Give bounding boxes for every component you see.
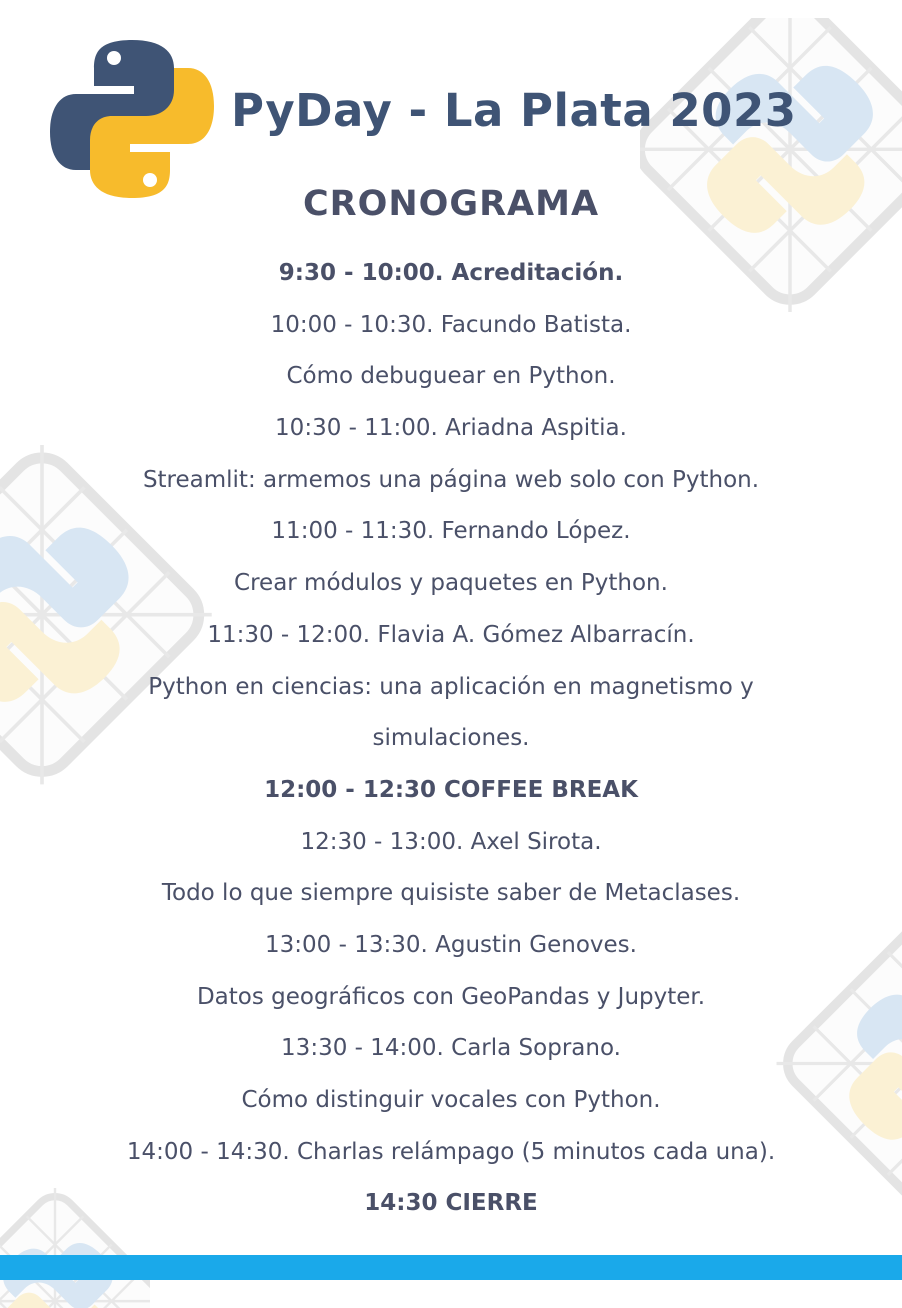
schedule-item: 14:30 CIERRE	[364, 1190, 538, 1217]
schedule-item: 10:30 - 11:00. Ariadna Aspitia.	[275, 415, 627, 442]
schedule-item: Datos geográficos con GeoPandas y Jupyter.	[196, 983, 706, 1010]
python-logo-icon	[48, 36, 216, 202]
schedule-item: 12:30 - 13:00. Axel Sirota.	[300, 828, 602, 855]
schedule-item: simulaciones.	[372, 725, 530, 752]
schedule-list	[0, 248, 902, 1230]
schedule-item: Todo lo que siempre quisiste saber de Metaclases.	[161, 880, 741, 907]
schedule-heading: CRONOGRAMA	[302, 184, 600, 224]
schedule-item: Crear módulos y paquetes en Python.	[234, 570, 668, 597]
header	[48, 36, 868, 202]
schedule-item: Cómo debuguear en Python.	[286, 363, 616, 390]
schedule-item: 13:30 - 14:00. Carla Soprano.	[281, 1035, 621, 1062]
schedule-item: 11:30 - 12:00. Flavia A. Gómez Albarracín.	[207, 621, 695, 648]
schedule-item: 9:30 - 10:00. Acreditación.	[278, 260, 624, 286]
schedule-item: Python en ciencias: una aplicación en magnetismo y	[148, 673, 754, 700]
schedule-item: Cómo distinguir vocales con Python.	[241, 1087, 661, 1113]
schedule-item: Streamlit: armemos una página web solo con Python.	[142, 466, 760, 493]
schedule-item: 10:00 - 10:30. Facundo Batista.	[270, 311, 632, 338]
schedule-item: 11:00 - 11:30. Fernando López.	[271, 518, 631, 545]
schedule-item: 12:00 - 12:30 COFFEE BREAK	[264, 776, 638, 803]
schedule-item: 14:00 - 14:30. Charlas relámpago (5 minutos cada una).	[126, 1138, 776, 1165]
event-title: PyDay - La Plata 2023	[231, 84, 797, 137]
schedule-item: 13:00 - 13:30. Agustin Genoves.	[265, 931, 637, 958]
bottom-accent-bar	[0, 1255, 902, 1280]
